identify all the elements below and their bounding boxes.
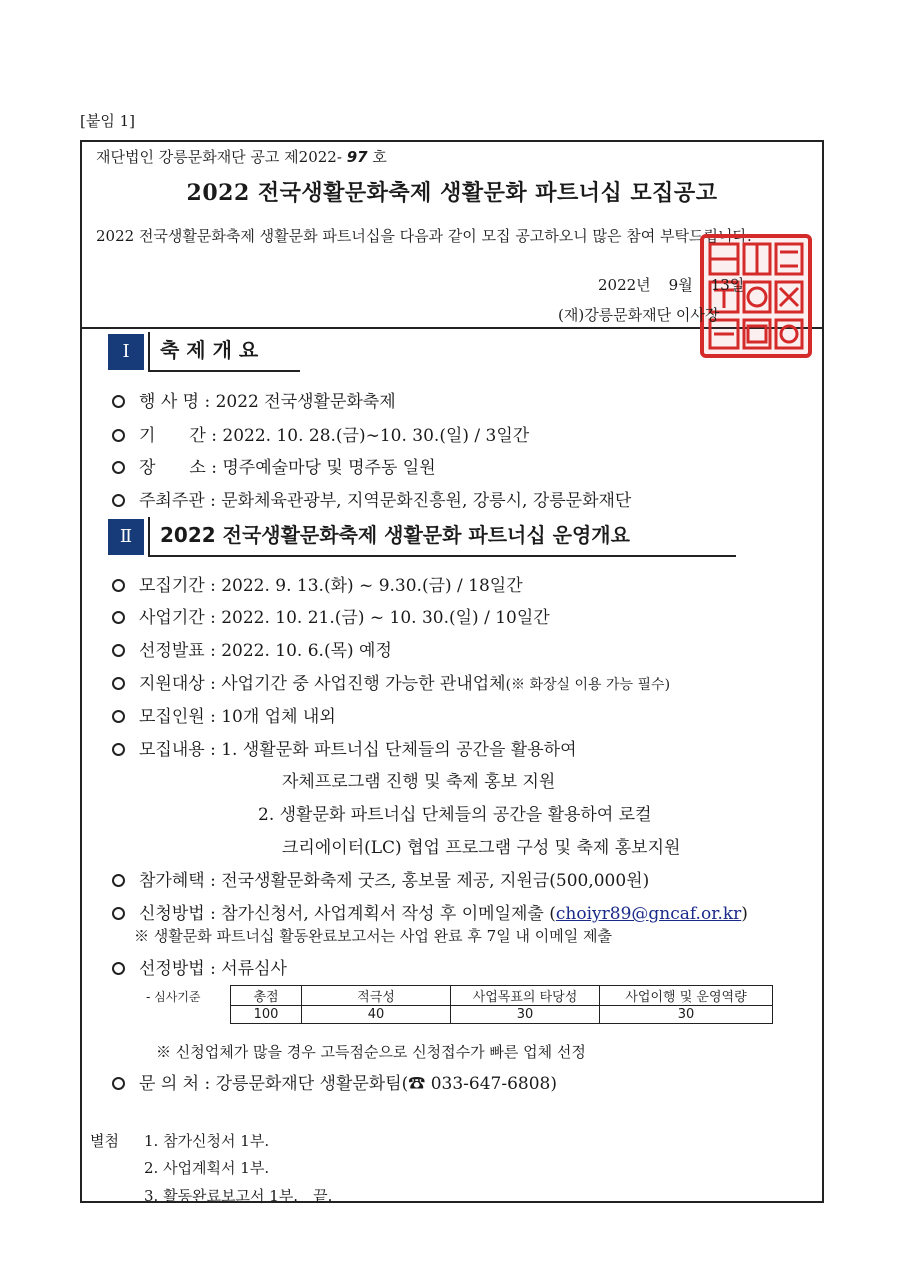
attachment-item: 1. 참가신청서 1부. [144,1132,270,1150]
date-month: 9월 [668,276,693,294]
overview-row-text: 주최주관 : 문화체육관광부, 지역문화진흥원, 강릉시, 강릉문화재단 [139,491,632,511]
issuer: (재)강릉문화재단 이사장 [558,306,720,324]
operation-row-text: 사업기간 : 2022. 10. 21.(금) ~ 10. 30.(일) / 10일간 [139,608,550,628]
criteria-header-row [231,986,773,1006]
notice-number [96,146,387,167]
selection-row [112,954,287,979]
overview-row [112,453,436,478]
notice-number-prefix: 재단법인 강릉문화재단 공고 제2022- [96,148,342,166]
page-title: 2022 전국생활문화축제 생활문화 파트너십 모집공고 [186,180,718,206]
circle-bullet-icon [112,743,125,756]
apply-close-paren: ) [741,904,748,924]
section2-title: 2022 전국생활문화축제 생활문화 파트너십 운영개요 [148,517,736,557]
section1-numeral: Ⅰ [108,334,144,370]
target-note: (※ 화장실 이용 가능 필수) [505,677,671,693]
overview-row [112,387,396,412]
criteria-header-cell: 적극성 [302,986,451,1006]
notice-number-suffix: 호 [372,148,387,166]
attachment-item: 2. 사업계획서 1부. [144,1159,270,1177]
target-text: 지원대상 : 사업기간 중 사업진행 가능한 관내업체 [139,674,506,694]
circle-bullet-icon [112,461,125,474]
date-year: 2022년 [598,276,651,294]
criteria-value-row [231,1006,773,1024]
recruit-count-row [112,702,336,727]
operation-row [112,636,392,661]
benefit-text: 참가혜택 : 전국생활문화축제 굿즈, 홍보물 제공, 지원금(500,000원) [139,871,650,891]
criteria-value-cell: 40 [302,1006,451,1024]
overview-row [112,421,529,446]
content-line: 1. 생활문화 파트너십 단체들의 공간을 활용하여 [221,740,577,760]
contact-row [112,1069,557,1094]
criteria-table [230,985,773,1024]
circle-bullet-icon [112,611,125,624]
criteria-header-cell: 사업목표의 타당성 [451,986,600,1006]
apply-text: 신청방법 : 참가신청서, 사업계획서 작성 후 이메일제출 ( [139,904,556,924]
circle-bullet-icon [112,494,125,507]
circle-bullet-icon [112,429,125,442]
operation-row-text: 선정발표 : 2022. 10. 6.(목) 예정 [139,641,392,661]
attachment-label: [붙임 1] [80,112,135,130]
circle-bullet-icon [112,710,125,723]
official-seal [700,234,812,358]
content-row [112,735,577,760]
circle-bullet-icon [112,395,125,408]
criteria-value-cell: 100 [231,1006,302,1024]
content-line: 자체프로그램 진행 및 축제 홍보 지원 [282,772,556,792]
criteria-header-cell: 사업이행 및 운영역량 [600,986,773,1006]
criteria-header-cell: 총점 [231,986,302,1006]
content-line: 2. 생활문화 파트너십 단체들의 공간을 활용하여 로컬 [258,805,652,825]
criteria-value-cell: 30 [600,1006,773,1024]
circle-bullet-icon [112,644,125,657]
content-line: 크리에이터(LC) 협업 프로그램 구성 및 축제 홍보지원 [282,838,681,858]
selection-note: ※ 신청업체가 많을 경우 고득점순으로 신청접수가 빠른 업체 선정 [156,1043,586,1061]
operation-row [112,603,550,628]
circle-bullet-icon [112,579,125,592]
apply-note: ※ 생활문화 파트너십 활동완료보고서는 사업 완료 후 7일 내 이메일 제출 [134,927,612,945]
overview-row [112,486,631,511]
overview-row-text: 행 사 명 : 2022 전국생활문화축제 [139,392,396,412]
attachment-item: 3. 활동완료보고서 1부. 끝. [144,1187,333,1205]
selection-text: 선정방법 : 서류심사 [139,959,287,979]
operation-row [112,571,523,596]
contact-text: 문 의 처 : 강릉문화재단 생활문화팀(☎ 033-647-6808) [139,1074,557,1094]
recruit-count-text: 모집인원 : 10개 업체 내외 [139,707,336,727]
content-label: 모집내용 : [139,740,222,760]
overview-row-text: 기 간 : 2022. 10. 28.(금)∼10. 30.(일) / 3일간 [139,426,530,446]
benefit-row [112,866,649,891]
section1-title: 축 제 개 요 [148,332,300,372]
target-row [112,669,670,694]
notice-date [598,274,744,295]
seal-glyph-icon [704,238,808,354]
notice-number-handwritten: 97 [346,148,368,166]
operation-row-text: 모집기간 : 2022. 9. 13.(화) ~ 9.30.(금) / 18일간 [139,576,523,596]
circle-bullet-icon [112,962,125,975]
circle-bullet-icon [112,677,125,690]
criteria-value-cell: 30 [451,1006,600,1024]
overview-row-text: 장 소 : 명주예술마당 및 명주동 일원 [139,458,436,478]
intro-text: 2022 전국생활문화축제 생활문화 파트너십을 다음과 같이 모집 공고하오니 많은 참여 부탁드립니다. [96,227,752,245]
circle-bullet-icon [112,1077,125,1090]
criteria-label: - 심사기준 [146,990,201,1004]
circle-bullet-icon [112,874,125,887]
section2-numeral: Ⅱ [108,519,144,555]
circle-bullet-icon [112,907,125,920]
date-day: 13일 [710,276,745,294]
attachments-label: 별첨 [90,1132,119,1150]
apply-email-link[interactable]: choiyr89@gncaf.or.kr [555,904,742,924]
apply-row [112,899,748,924]
